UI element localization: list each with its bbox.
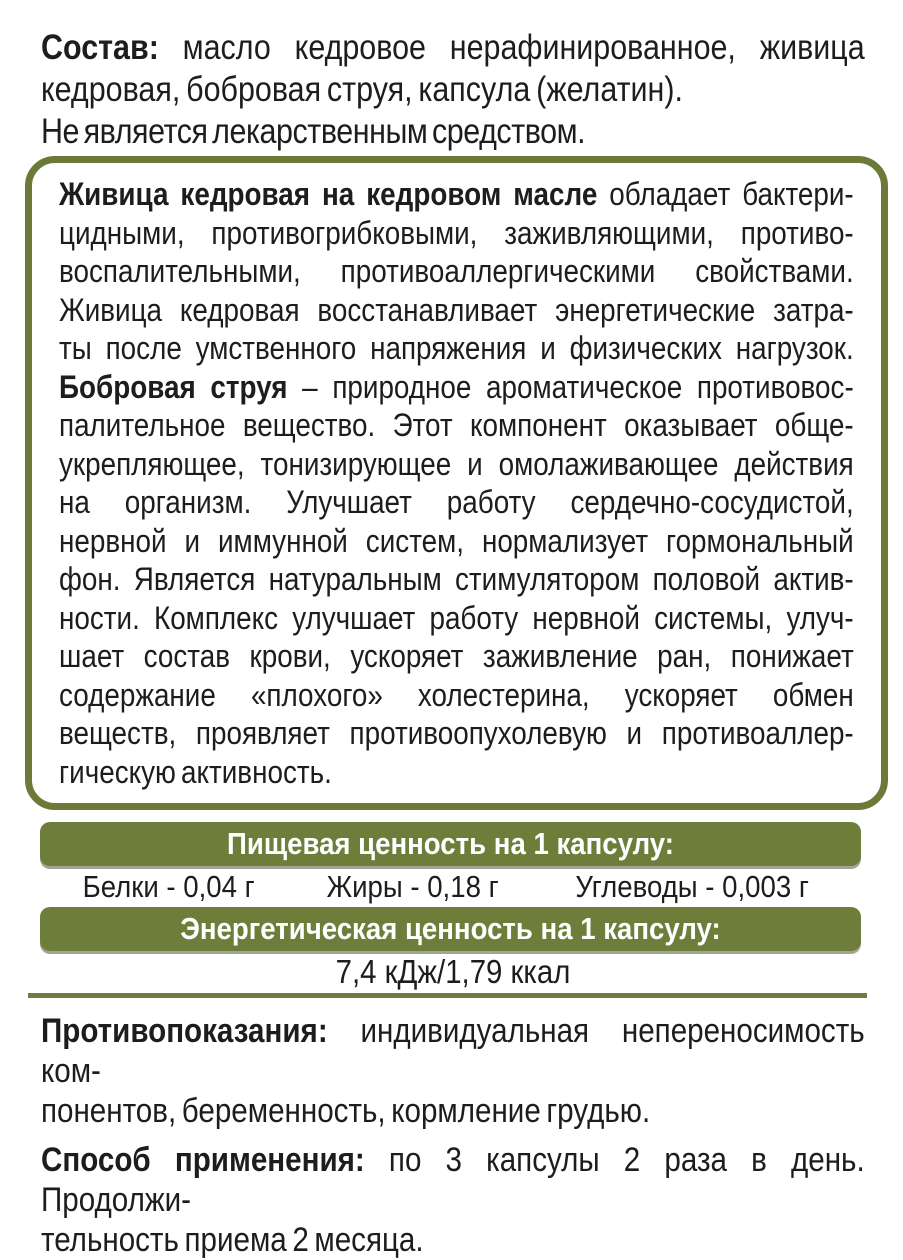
- description-box: [25, 156, 888, 810]
- nutrient-fat: Жиры - 0,18 г: [326, 868, 499, 904]
- usage-line-1: Способ применения: по 3 капсулы 2 раза в день. Продолжи-: [41, 1141, 865, 1219]
- description-line: Бобровая струя – природное ароматическое противовос-: [59, 368, 854, 405]
- energy-value-text: 7,4 кДж/1,79 ккал: [335, 953, 571, 990]
- description-line: содержание «плохого» холестерина, ускоряет обмен: [59, 676, 854, 713]
- nutrient-carbs: Углеводы - 0,003 г: [575, 868, 809, 904]
- composition-line-1: [41, 27, 865, 69]
- nutrition-values-row: [41, 866, 865, 907]
- ingredient-name: Живица кедровая на кедровом масле: [59, 176, 598, 212]
- description-line: ности. Комплекс улучшает работу нервной системы, улуч-: [59, 599, 854, 636]
- ingredient-name: Бобровая струя: [59, 368, 288, 405]
- description-line: гическую активность.: [59, 753, 332, 790]
- description-line: цидными, противогрибковыми, заживляющими, противо-: [59, 214, 854, 251]
- contraindications-line-1: Противопоказания: индивидуальная непереносимость ком-: [41, 1012, 865, 1090]
- contraindications-line-2: понентов, беременность, кормление грудью.: [41, 1092, 651, 1130]
- disclaimer-text: Не является лекарственным средством.: [41, 112, 586, 151]
- energy-banner: [40, 907, 861, 951]
- usage-paragraph: [41, 1140, 865, 1260]
- nutrient-protein: Белки - 0,04 г: [82, 868, 255, 904]
- description-line: на организм. Улучшает работу сердечно-сосудистой,: [59, 484, 854, 520]
- description-line: укрепляющее, тонизирующее и омолаживающее действия: [59, 445, 854, 482]
- composition-section: [41, 27, 865, 153]
- description-text: [59, 175, 854, 791]
- contraindications-paragraph: [41, 1011, 865, 1131]
- usage-label: Способ применения:: [41, 1141, 365, 1179]
- nutrition-banner-label: Пищевая ценность на 1 капсулу:: [227, 826, 674, 861]
- contraindications-label: Противопоказания:: [41, 1012, 328, 1050]
- description-line: Живица кедровая на кедровом масле обладает бактери-: [59, 176, 854, 212]
- energy-value: [41, 951, 865, 991]
- composition-text: масло кедровое нерафинированное, живица: [158, 28, 865, 67]
- description-line: веществ, проявляет противоопухолевую и противоаллер-: [59, 715, 854, 751]
- composition-paragraph: [41, 27, 865, 111]
- composition-line-2: кедровая, бобровая струя, капсула (желатин).: [41, 70, 683, 109]
- description-line: Живица кедровая восстанавливает энергетические затра-: [59, 291, 854, 328]
- description-line: фон. Является натуральным стимулятором половой актив-: [59, 561, 854, 597]
- description-line: шает состав крови, ускоряет заживление ран, понижает: [59, 638, 854, 674]
- separator-line: [28, 993, 867, 998]
- description-line: ты после умственного напряжения и физических нагрузок.: [59, 330, 854, 366]
- description-line: палительное вещество. Этот компонент оказывает обще-: [59, 407, 854, 443]
- description-line: воспалительными, противоаллергическими свойствами.: [59, 253, 854, 289]
- description-line: нервной и иммунной систем, нормализует гормональный: [59, 522, 854, 559]
- usage-line-2: тельность приема 2 месяца.: [41, 1221, 424, 1259]
- energy-banner-label: Энергетическая ценность на 1 капсулу:: [180, 911, 721, 946]
- composition-label: Состав:: [41, 28, 159, 67]
- nutrition-banner: [40, 822, 861, 866]
